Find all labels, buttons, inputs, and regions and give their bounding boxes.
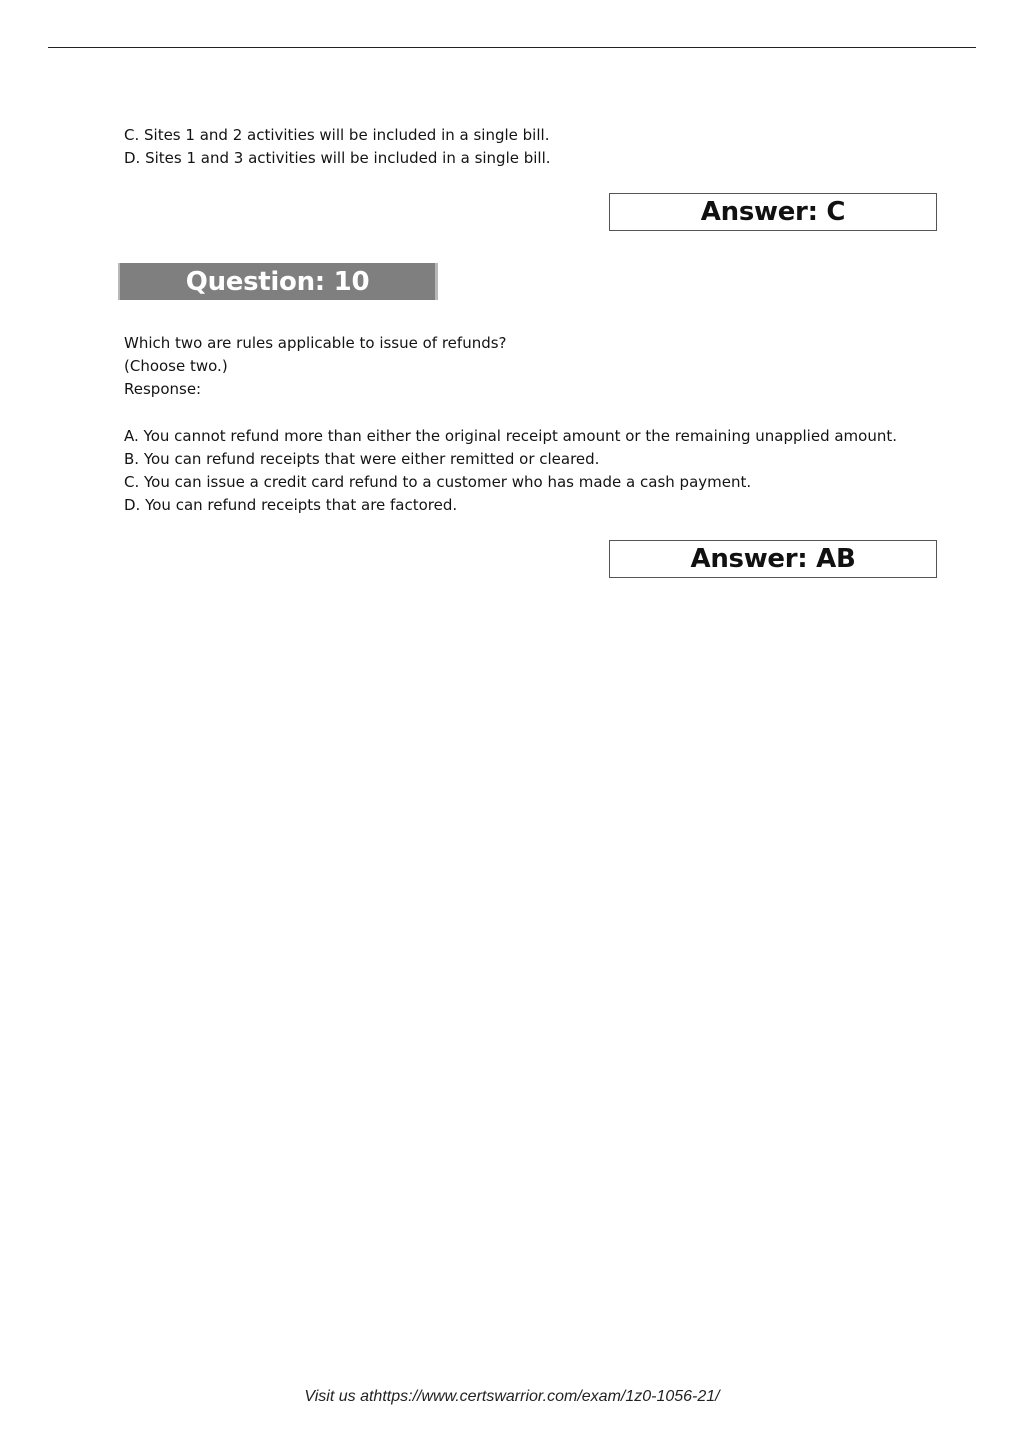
header-divider (48, 47, 976, 48)
answer-box (609, 540, 937, 578)
answer-box-previous (609, 193, 937, 231)
answer-label-previous: Answer: C (700, 197, 846, 227)
answer-label: Answer: AB (690, 544, 856, 574)
question-heading-banner (118, 263, 438, 300)
footer-visit-link[interactable]: Visit us athttps://www.certswarrior.com/exam/1z0-1056-21/ (304, 1388, 720, 1405)
option-b: B. You can refund receipts that were either remitted or cleared. (124, 450, 600, 468)
question-heading: Question: 10 (185, 266, 370, 297)
question-prompt-line: Which two are rules applicable to issue of refunds? (124, 334, 507, 352)
option-c-previous: C. Sites 1 and 2 activities will be included in a single bill. (124, 126, 550, 144)
question-prompt-line: (Choose two.) (124, 357, 228, 375)
question-prompt-line: Response: (124, 380, 202, 398)
option-a: A. You cannot refund more than either the original receipt amount or the remaining unapplied amount. (124, 427, 898, 445)
option-d-previous: D. Sites 1 and 3 activities will be included in a single bill. (124, 149, 551, 167)
option-d: D. You can refund receipts that are factored. (124, 496, 458, 514)
option-c: C. You can issue a credit card refund to a customer who has made a cash payment. (124, 473, 752, 491)
